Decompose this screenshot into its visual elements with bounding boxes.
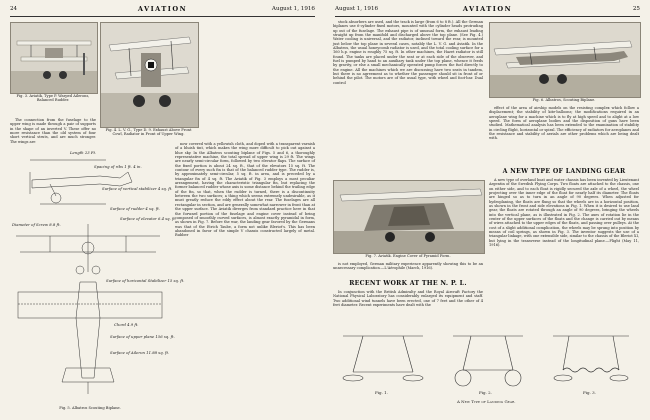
fig3-caption: Fig. 3. Aviatik, Type P. Warped Ailerons, Balanced Rudder. [16, 94, 90, 103]
right-text-col2 [489, 106, 639, 164]
section-landing-gear-text [489, 178, 639, 324]
fig6-photo [489, 22, 641, 98]
label-rudder: Surface of rudder 4 sq. ft. [110, 206, 160, 211]
label-propeller: Diameter of Screw 8.8 ft. [12, 222, 61, 227]
biplane-photo-aviatik [11, 23, 97, 93]
biplane-photo-albatros [490, 23, 640, 97]
page-number: 25 [632, 6, 640, 12]
landing-fig1-label: Fig. 1. [375, 390, 388, 395]
right-text-col1 [333, 20, 483, 178]
left-page-header [10, 6, 315, 16]
paragraph: now covered with a yellowish cloth, and doped with a transparent varnish of a bluish tint, which makes the wing more difficult to pick out against a blue sky. In the Albatros scouting biplane of Figs. 5 and 6, a thoroughly representative machine, the total spread of upper wing is 29 ft. The wings are nearly semi-circular form, followed by two elevator flaps. The surface of the fixed portion is about 24 sq. ft., that of the elevators 15 sq. ft. The contour of every such fin is that of the balanced rudder type. The rudder is, by approximately semi-circular, 5 sq. ft. in area, and is preceded by a triangular fin of 4 sq. ft. The Aviatik of Fig. 3 employs a most peculiar arrangement, having the characteristic triangular fin, but replacing the former balanced rudder whose axis is some distance behind the trailing edge of the fin, so that, when the rudder is turned, there is a discontinuity between the two surfaces; a thing which seems extremely undesirable, as it must greatly reduce the eddy effect about the rear. The fuselages are all rectangular in section, and are generally somewhat narrower in front than at the upper surface. The Aviatik diverges from standard practice here in that the forward portion of the fuselage and engine cover instead of being composed of smoothly curved surfaces, is almost exactly pyramidal in form, as shown in Fig. 7. Before the war, the landing gear favored by the Germans was that of the Etrich Taube, a form not unlike Bleriot's. This has been abandoned in favor of the simple V chassis constructed largely of metal. Rubber [175, 142, 315, 238]
landing-gear-figures [333, 326, 639, 406]
paragraph: is not employed, German military experience apparently showing this to be an unnecessary complication.—L'Aérophile (March, 1916). [333, 262, 483, 271]
fig6-caption: Fig. 6. Albatros, Scouting Biplane. [532, 98, 596, 102]
left-text-col1 [10, 118, 96, 144]
engine-cover-photo [334, 181, 484, 253]
fig5-caption: Fig. 5. Albatros Scouting Biplane. [59, 406, 121, 410]
issue-date: August 1, 1916 [335, 6, 379, 12]
fig5-drawing [10, 142, 185, 404]
left-text-col2 [175, 142, 315, 414]
landing-gear-drawings [333, 326, 639, 406]
fig4-photo [100, 22, 199, 128]
running-title: AVIATION [137, 5, 188, 13]
right-page [325, 0, 650, 420]
landing-fig3-label: Fig. 3. [583, 390, 596, 395]
paragraph: The connection from the fuselage to the upper wing is made through a pair of supports in the shape of an inverted V. These offer no more resistance than the old system of four short vertical struts, and are much stronger. The wings are [10, 118, 96, 144]
label-length: Length 23 Ft. [70, 150, 97, 155]
section-title-landing-gear: A NEW TYPE OF LANDING GEAR [502, 168, 626, 175]
paragraph: stock absorbers are used, and the track is large (from 6 to 8 ft.). All the German biplanes use 6-cylinder fixed motors, mounted with the cylinder heads protruding up out of the fuselage. The exhaust pipe is of unusual form, the exhaust leading straight up from the manifold and discharged above the top plane. (See Fig. 4.) Water cooling is universal, and the radiator, inclined toward the rear, is mounted just below the top plane in several cases, notably the L. V. G. and Aviatik. In the Albatros, the usual honeycomb radiator is used, and the total cooling surface for a 160 h.p. engine is roughly 75 sq. ft. In other machines, the Hazet radiator is still found. The tanks are placed under the seat or at each side of the observer, and fuel is pumped by hand to an auxiliary tank under the top plane, whence it feeds by gravity, or else a small mechanically operated pump forces the fuel directly to the engine. All the machines which we are discussing have two seats in tandem, but there is no agreement as to whether the passenger should sit in front of or behind the pilot. The motors are of the usual type, with wheel and foot-bar. Dual control [333, 20, 483, 85]
paragraph: A new type of overland boat and water chassis has been invented by Lieutenant Argentin of the Swedish Flying Corps. Two floats are attached to the chassis, one on either side, and to each float is rigidly secured the axle of a wheel, the wheel projecting over the inner edge of the float for nearly half its diameter. The floats are hinged so as to turn in an angle of 90 degrees. When adjusted for hydroplaning, the floats are flung so that the wheels are in a horizontal position, as shown in the front and side elevations in Fig. 1. When it is desired to use land gear, the floats are rotated through an angle of 90 degrees, bringing the wheels into the vertical plane, as is illustrated in Fig. 2. The axes of rotation lie in the center of the upper surfaces of the floats and the change is carried out by means of wires attached to the upper edges of the floats, and passing over pulleys. At the cost of a slight additional complication, the wheels may be sprung into position by means of coil springs, as shown in Fig. 3. The inventor suggests the use of a triangular linkage, with one extensible side, similar to the chassis of the Bleriot XI, but lying in the transverse instead of the longitudinal plane.—Flight (May 11, 1916). [489, 178, 639, 248]
section-title-npl: RECENT WORK AT THE N. P. L. [349, 280, 467, 287]
paragraph: effect of the area of airship models on the resisting complex which follow a displacement; the stability of kite-balloons; the modifications required in an aeroplane wing for a machine which is to fly at high speed and to alight at a low speed. The form of aeroplane bodies and the disposition of guns have been studied. Mathematical analysis has been extended to the examination of stability in circling flight, horizontal or spiral. The efficiency of radiators for aeroplanes and the resistance and stability of aerials are other problems which are being dealt with. [489, 106, 639, 141]
albatros-three-view-drawing [10, 142, 185, 404]
fig4-caption: Fig. 4. L. V. G., Type D. 9. Exhaust Above Front Cowl, Radiator in Front of Upper Wing. [105, 128, 192, 137]
label-chord: Chord 4.9 ft. [114, 322, 139, 327]
fig7-caption: Fig. 7. Aviatik. Engine Cover of Pyramid Form. [365, 254, 451, 258]
label-upper-plane: Surface of upper plane 156 sq. ft. [110, 334, 175, 339]
label-stabilizer: Surface of horizontal Stabilizer 15 sq. ft. [106, 278, 185, 283]
fig7-photo [333, 180, 485, 254]
header-rule [10, 16, 315, 17]
running-title: AVIATION [462, 5, 513, 13]
label-fin: Surface of vertical stabilizer 4 sq. ft. [102, 186, 173, 191]
issue-date: August 1, 1916 [271, 6, 315, 12]
page-number: 24 [10, 6, 18, 12]
paragraph: In conjunction with the British Admiralty and the Royal Aircraft Factory the National Physical Laboratory has considerably enlarged its equipment and staff. Two additional wind tunnels have been erected, one of 7 feet and the other of 4 feet diameter. Recent experiments have dealt with the [333, 290, 483, 308]
biplane-photo-lvg [101, 23, 198, 127]
landing-gear-caption: A New Type of Landing Gear. [457, 399, 516, 404]
label-aileron: Surface of Aileron 11.88 sq. ft. [110, 350, 170, 355]
header-rule [335, 16, 640, 17]
right-page-header [335, 6, 640, 16]
label-elevator: Surface of elevator 6.4 sq. ft. [120, 216, 177, 221]
section-npl-text [333, 290, 483, 322]
label-rib-spacing: Spacing of ribs 1 ft. 4 in. [94, 164, 142, 169]
fig3-photo [10, 22, 98, 94]
landing-fig2-label: Fig. 2. [479, 390, 492, 395]
right-text-col1b [333, 262, 483, 276]
